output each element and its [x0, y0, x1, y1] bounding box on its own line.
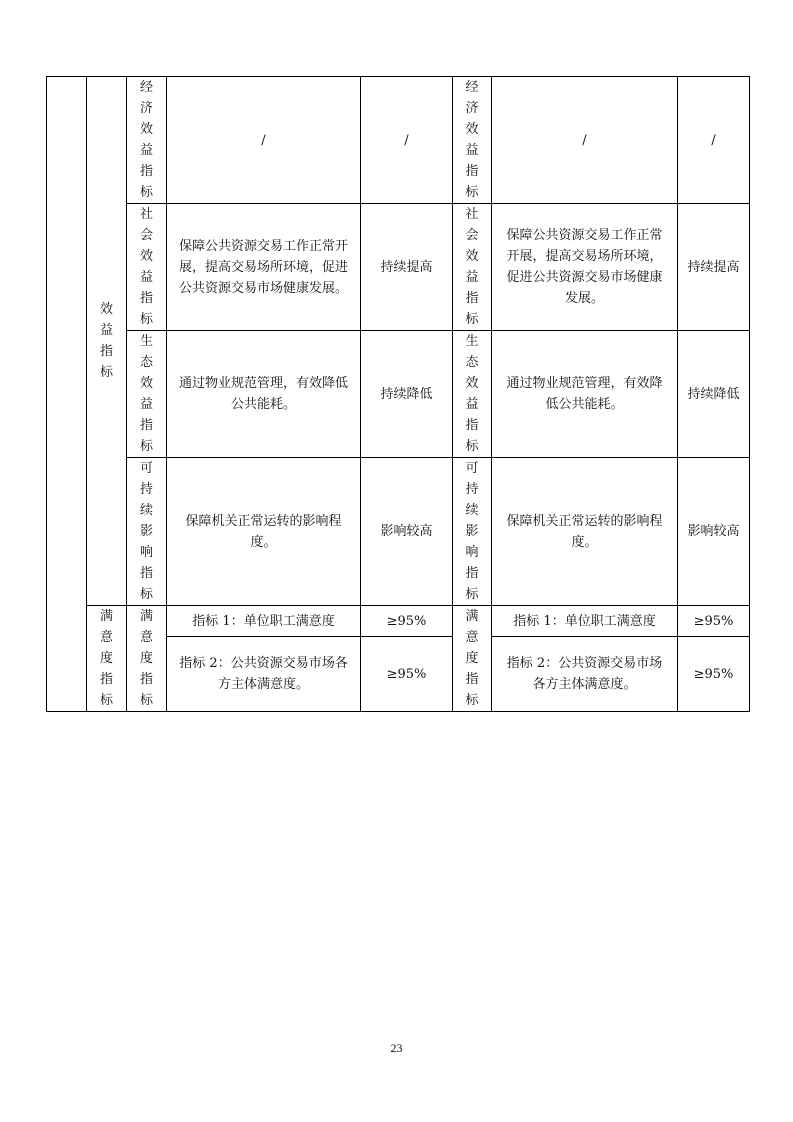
value-cell	[361, 77, 453, 204]
indicator-cell	[127, 331, 167, 458]
indicator-label: 满意度指标	[465, 609, 479, 708]
table-row	[47, 458, 750, 606]
table-row	[47, 204, 750, 331]
indicator-label: 生态效益指标	[139, 334, 153, 454]
level1-cell	[87, 77, 127, 606]
value-text: 持续降低	[380, 386, 433, 402]
content-cell	[167, 637, 361, 712]
content-text: 保障公共资源交易工作正常开展，提高交易场所环境，促进公共资源交易市场健康发展。	[506, 228, 663, 306]
page-number: 23	[390, 1041, 403, 1055]
indicator-label: 社会效益指标	[465, 207, 479, 327]
value-cell	[678, 77, 750, 204]
indicator-label: 社会效益指标	[139, 207, 153, 327]
content-text: 通过物业规范管理，有效降低公共能耗。	[178, 376, 348, 412]
indicator-label: 生态效益指标	[465, 334, 479, 454]
value-cell	[678, 637, 750, 712]
content-text: /	[261, 132, 266, 148]
indicator-label: 可持续影响指标	[465, 461, 479, 602]
content-cell	[492, 458, 678, 606]
indicator-label: 经济效益指标	[139, 80, 153, 200]
value-text: 影响较高	[687, 524, 740, 539]
level1-cell	[87, 606, 127, 712]
indicator-cell	[127, 606, 167, 712]
indicator-cell	[127, 458, 167, 606]
indicator-cell	[453, 204, 492, 331]
value-cell	[361, 458, 453, 606]
content-cell	[167, 458, 361, 606]
value-text: 影响较高	[380, 524, 433, 539]
value-text: ≥95%	[386, 613, 427, 629]
value-text: 持续提高	[687, 259, 740, 275]
value-cell	[678, 606, 750, 637]
content-text: 指标 2：公共资源交易市场各方主体满意度。	[179, 656, 348, 693]
value-cell	[361, 331, 453, 458]
value-text: 持续提高	[380, 259, 433, 275]
indicator-cell	[453, 77, 492, 204]
content-cell	[492, 606, 678, 637]
content-cell	[167, 204, 361, 331]
table-row	[47, 77, 750, 204]
value-text: /	[711, 132, 716, 148]
content-text: 通过物业规范管理，有效降低公共能耗。	[506, 376, 663, 412]
value-cell	[678, 204, 750, 331]
value-cell	[361, 606, 453, 637]
indicator-cell	[453, 458, 492, 606]
value-text: ≥95%	[386, 666, 427, 682]
performance-indicator-table	[46, 76, 750, 712]
indicator-cell	[127, 204, 167, 331]
content-text: 指标 1：单位职工满意度	[192, 613, 335, 629]
content-text: 保障机关正常运转的影响程度。	[185, 513, 342, 550]
indicator-cell	[453, 331, 492, 458]
content-text: 保障公共资源交易工作正常开展，提高交易场所环境，促进公共资源交易市场健康发展。	[178, 238, 348, 296]
content-text: /	[582, 132, 587, 148]
value-text: /	[404, 132, 409, 148]
indicator-label: 经济效益指标	[465, 80, 479, 200]
value-cell	[361, 637, 453, 712]
content-text: 指标 1：单位职工满意度	[513, 613, 656, 629]
indicator-label: 可持续影响指标	[139, 461, 153, 602]
content-text: 指标 2：公共资源交易市场各方主体满意度。	[506, 656, 663, 693]
table-row	[47, 606, 750, 637]
value-text: 持续降低	[687, 386, 740, 402]
level1-label: 满意度指标	[99, 609, 113, 708]
value-cell	[361, 204, 453, 331]
indicator-label: 满意度指标	[139, 609, 153, 708]
content-cell	[492, 637, 678, 712]
content-cell	[492, 77, 678, 204]
indicator-cell	[127, 77, 167, 204]
level1-label: 效益指标	[99, 302, 113, 380]
table-row	[47, 331, 750, 458]
content-cell	[167, 77, 361, 204]
value-text: ≥95%	[693, 613, 734, 629]
value-cell	[678, 331, 750, 458]
content-cell	[492, 331, 678, 458]
level0-cell	[47, 77, 87, 712]
content-cell	[167, 606, 361, 637]
indicator-cell	[453, 606, 492, 712]
content-text: 保障机关正常运转的影响程度。	[506, 513, 663, 550]
value-cell	[678, 458, 750, 606]
content-cell	[492, 204, 678, 331]
value-text: ≥95%	[693, 666, 734, 682]
content-cell	[167, 331, 361, 458]
